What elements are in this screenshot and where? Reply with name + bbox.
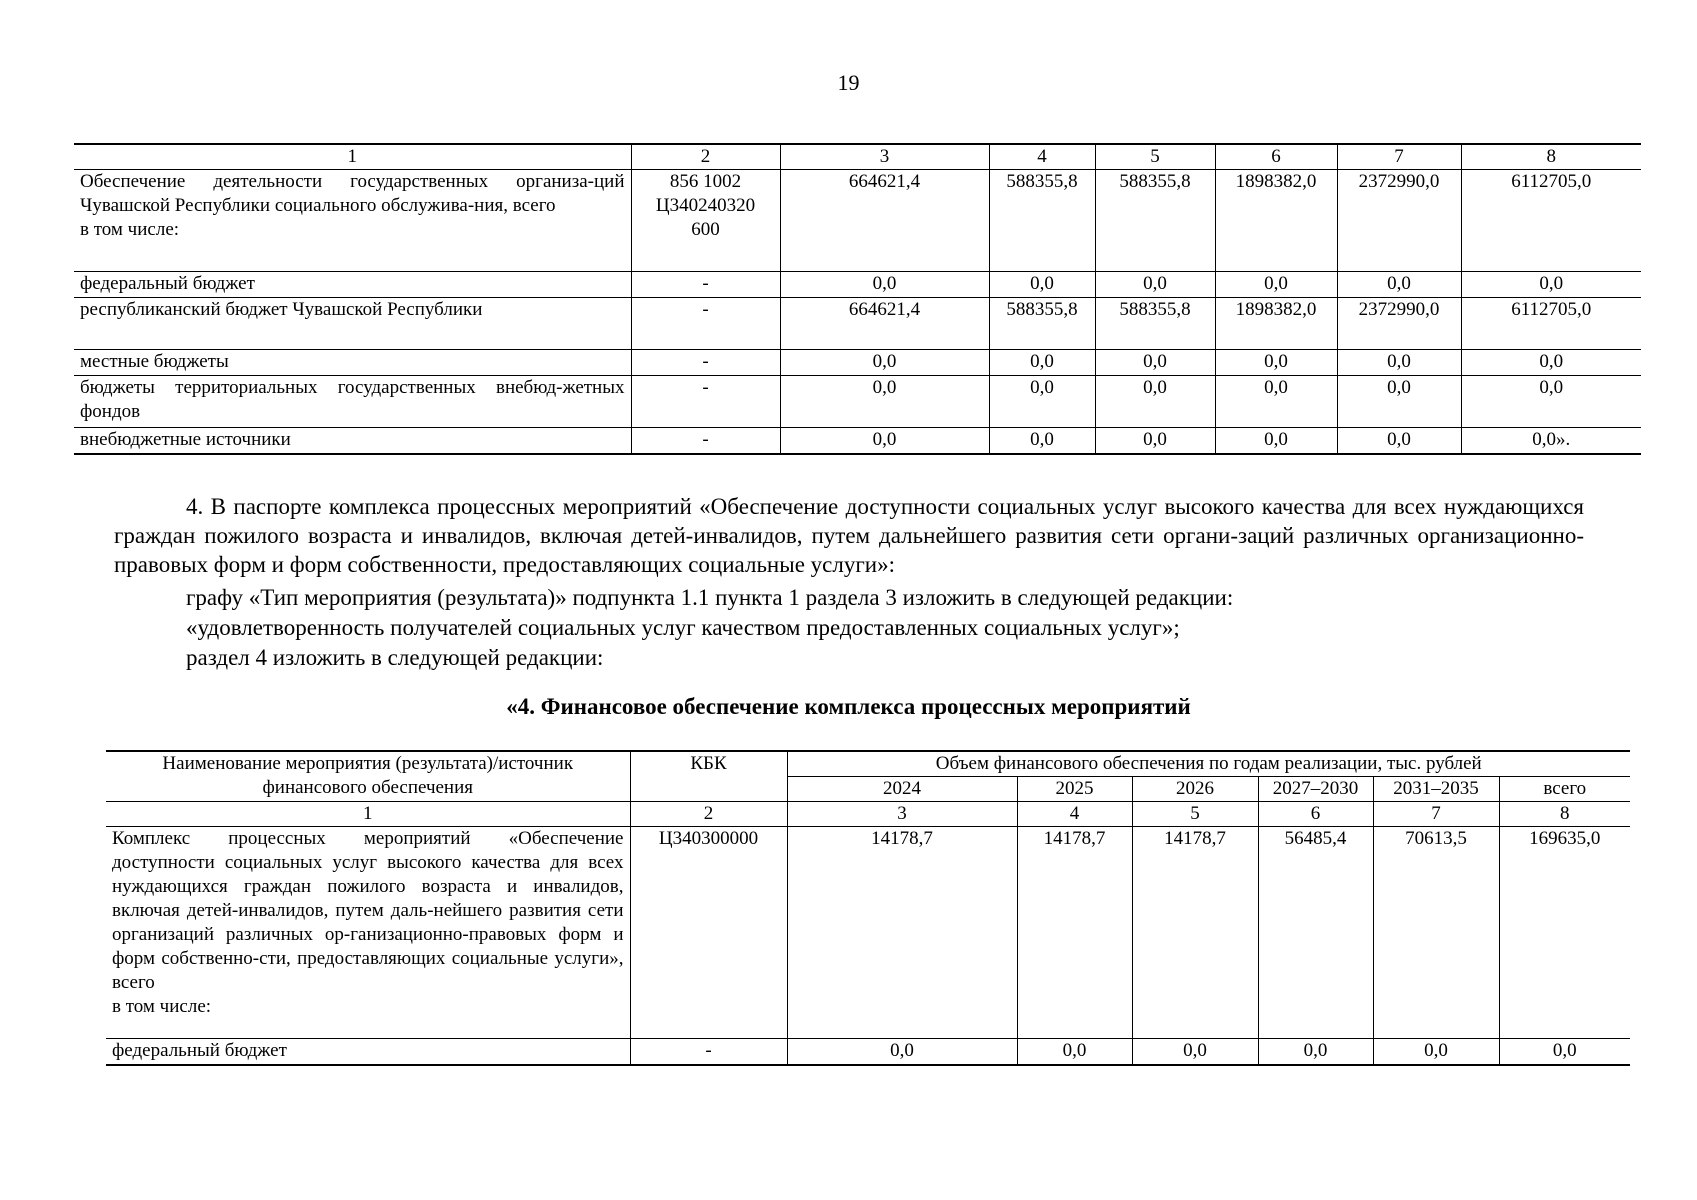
row-kbk: - (631, 298, 780, 350)
instruction-line-3: раздел 4 изложить в следующей редакции: (186, 645, 604, 670)
row-value: 0,0 (780, 376, 989, 428)
row-value: 1898382,0 (1215, 298, 1337, 350)
row-kbk: - (631, 428, 780, 454)
column-number: 1 (74, 144, 631, 170)
year-header: 2025 (1017, 777, 1132, 802)
column-number-row (106, 802, 1630, 827)
year-header: 2024 (787, 777, 1017, 802)
section-heading: «4. Финансовое обеспечение комплекса процессных мероприятий (506, 694, 1191, 719)
row-value: 664621,4 (780, 298, 989, 350)
page-number: 19 (837, 70, 860, 95)
row-value: 588355,8 (1095, 298, 1215, 350)
instruction-line-2: «удовлетворенность получателей социальных услуг качеством предоставленных социальных услуг»; (186, 615, 1180, 640)
column-number: 6 (1215, 144, 1337, 170)
header-kbk: КБК (630, 751, 787, 802)
row-name: бюджеты территориальных государственных внебюд-жетных фондов (74, 376, 631, 428)
table-row (74, 272, 1641, 298)
year-header: 2031–2035 (1373, 777, 1499, 802)
row-name: федеральный бюджет (106, 1039, 630, 1065)
column-number: 7 (1337, 144, 1461, 170)
column-number: 4 (989, 144, 1095, 170)
row-name: Комплекс процессных мероприятий «Обеспечение доступности социальных услуг высокого качества для всех нуждающихся граждан пожилого возраста и инвалидов, включая детей-инвалидов, путем даль-нейшего развития сети организаций различных ор-ганизационно-правовых форм и форм собственно-сти, предоставляющих социальные услуги», всего в том числе: (106, 827, 630, 1039)
row-value: 0,0 (1499, 1039, 1630, 1065)
year-header: 2027–2030 (1258, 777, 1373, 802)
row-value: 0,0 (1017, 1039, 1132, 1065)
row-value: 0,0 (1461, 272, 1641, 298)
row-kbk: - (630, 1039, 787, 1065)
header-volume: Объем финансового обеспечения по годам реализации, тыс. рублей (787, 751, 1630, 777)
table-row (74, 376, 1641, 428)
header-name: Наименование мероприятия (результата)/источник финансового обеспечения (106, 751, 630, 802)
row-value: 0,0 (1461, 376, 1641, 428)
row-name: Обеспечение деятельности государственных организа-ций Чувашской Республики социального обслужива-ния, всего в том числе: (74, 170, 631, 272)
row-kbk: 856 1002 Ц340240320 600 (631, 170, 780, 272)
row-value: 0,0 (1215, 272, 1337, 298)
row-value: 0,0 (1337, 350, 1461, 376)
column-number-row (74, 144, 1641, 170)
row-value: 0,0 (1095, 350, 1215, 376)
row-value: 588355,8 (1095, 170, 1215, 272)
row-value: 0,0 (1215, 376, 1337, 428)
row-value: 0,0 (989, 428, 1095, 454)
row-name: федеральный бюджет (74, 272, 631, 298)
row-value: 0,0 (1337, 272, 1461, 298)
column-number: 3 (780, 144, 989, 170)
row-value: 0,0 (1095, 272, 1215, 298)
paragraph-4: 4. В паспорте комплекса процессных мероприятий «Обеспечение доступности социальных услуг высокого качества для всех нуждающихся граждан пожилого возраста и инвалидов, включая детей-инвалидов, путем дальнейшего развития сети органи-заций различных организационно-правовых форм и форм собственности, предоставляющих социальные услуги»: (114, 494, 1584, 577)
row-value: 6112705,0 (1461, 298, 1641, 350)
row-value: 0,0 (1132, 1039, 1258, 1065)
funding-table-continuation (74, 143, 1641, 455)
row-value: 70613,5 (1373, 827, 1499, 1039)
row-value: 1898382,0 (1215, 170, 1337, 272)
table-row (74, 298, 1641, 350)
table-row (74, 170, 1641, 272)
row-name: местные бюджеты (74, 350, 631, 376)
row-value: 0,0». (1461, 428, 1641, 454)
row-value: 0,0 (1258, 1039, 1373, 1065)
row-value: 664621,4 (780, 170, 989, 272)
table-row (74, 428, 1641, 454)
table-row (74, 350, 1641, 376)
row-kbk: Ц340300000 (630, 827, 787, 1039)
row-value: 0,0 (1215, 428, 1337, 454)
row-kbk: - (631, 376, 780, 428)
row-value: 0,0 (780, 350, 989, 376)
row-value: 0,0 (1337, 428, 1461, 454)
column-number: 1 (106, 802, 630, 827)
column-number: 7 (1373, 802, 1499, 827)
column-number: 5 (1095, 144, 1215, 170)
row-kbk: - (631, 272, 780, 298)
column-number: 5 (1132, 802, 1258, 827)
table-row (106, 827, 1630, 1039)
row-value: 588355,8 (989, 298, 1095, 350)
funding-table (106, 750, 1630, 1066)
header-row (106, 751, 1630, 777)
row-value: 0,0 (989, 272, 1095, 298)
row-value: 588355,8 (989, 170, 1095, 272)
row-value: 169635,0 (1499, 827, 1630, 1039)
instruction-line-1: графу «Тип мероприятия (результата)» подпункта 1.1 пункта 1 раздела 3 изложить в следующей редакции: (186, 585, 1234, 610)
row-value: 14178,7 (1017, 827, 1132, 1039)
row-value: 0,0 (780, 272, 989, 298)
row-name: республиканский бюджет Чувашской Республики (74, 298, 631, 350)
column-number: 2 (631, 144, 780, 170)
column-number: 8 (1499, 802, 1630, 827)
row-value: 0,0 (989, 350, 1095, 376)
year-header: всего (1499, 777, 1630, 802)
row-value: 2372990,0 (1337, 170, 1461, 272)
row-value: 2372990,0 (1337, 298, 1461, 350)
row-name: внебюджетные источники (74, 428, 631, 454)
row-value: 0,0 (1337, 376, 1461, 428)
column-number: 4 (1017, 802, 1132, 827)
row-value: 0,0 (1373, 1039, 1499, 1065)
row-value: 0,0 (787, 1039, 1017, 1065)
table-row (106, 1039, 1630, 1065)
row-value: 0,0 (1095, 428, 1215, 454)
row-value: 14178,7 (1132, 827, 1258, 1039)
row-kbk: - (631, 350, 780, 376)
column-number: 6 (1258, 802, 1373, 827)
row-value: 0,0 (1095, 376, 1215, 428)
row-value: 0,0 (780, 428, 989, 454)
column-number: 8 (1461, 144, 1641, 170)
row-value: 56485,4 (1258, 827, 1373, 1039)
row-value: 0,0 (1215, 350, 1337, 376)
column-number: 2 (630, 802, 787, 827)
row-value: 0,0 (1461, 350, 1641, 376)
year-header: 2026 (1132, 777, 1258, 802)
row-value: 14178,7 (787, 827, 1017, 1039)
row-value: 0,0 (989, 376, 1095, 428)
row-value: 6112705,0 (1461, 170, 1641, 272)
column-number: 3 (787, 802, 1017, 827)
